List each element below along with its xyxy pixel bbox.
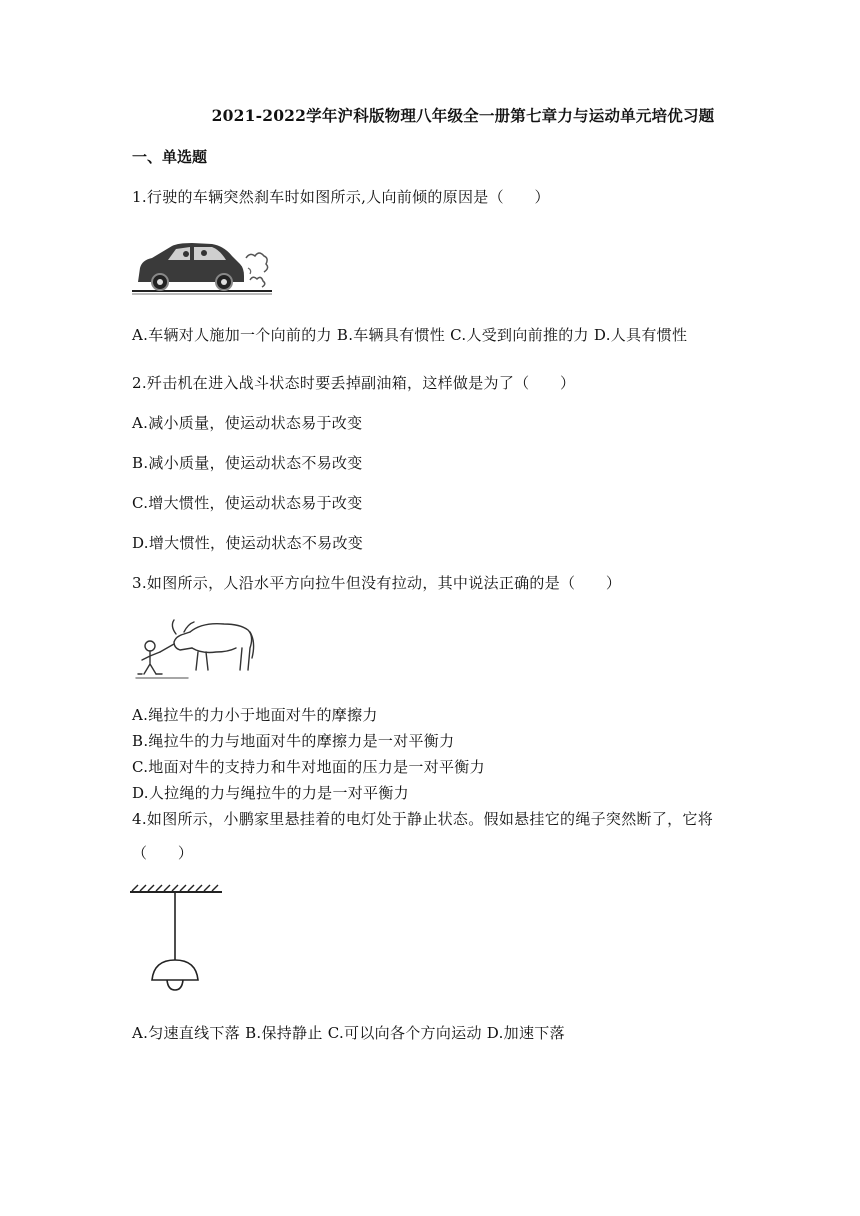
section-heading: 一、单选题: [132, 148, 208, 166]
hanging-lamp-icon: [130, 884, 224, 992]
question-2-option-d: D.增大惯性，使运动状态不易改变: [132, 534, 364, 552]
question-3-option-b: B.绳拉牛的力与地面对牛的摩擦力是一对平衡力: [132, 732, 455, 750]
question-4-options: A.匀速直线下落 B.保持静止 C.可以向各个方向运动 D.加速下落: [132, 1024, 565, 1042]
document-title: 2021-2022学年沪科版物理八年级全一册第七章力与运动单元培优习题: [211, 106, 715, 125]
question-2-option-c: C.增大惯性，使运动状态易于改变: [132, 494, 363, 512]
question-1-stem: 1.行驶的车辆突然刹车时如图所示,人向前倾的原因是（ ）: [132, 188, 550, 206]
car-braking-icon: [132, 238, 272, 296]
question-3-option-d: D.人拉绳的力与绳拉牛的力是一对平衡力: [132, 784, 409, 802]
question-3-stem: 3.如图所示，人沿水平方向拉牛但没有拉动，其中说法正确的是（ ）: [132, 574, 622, 592]
question-3-option-c: C.地面对牛的支持力和牛对地面的压力是一对平衡力: [132, 758, 485, 776]
question-2-option-b: B.减小质量，使运动状态不易改变: [132, 454, 363, 472]
question-1-options: A.车辆对人施加一个向前的力 B.车辆具有惯性 C.人受到向前推的力 D.人具有惯性: [132, 326, 688, 344]
question-3-option-a: A.绳拉牛的力小于地面对牛的摩擦力: [132, 706, 378, 724]
question-2-option-a: A.减小质量，使运动状态易于改变: [132, 414, 363, 432]
question-4-stem-line1: 4.如图所示，小鹏家里悬挂着的电灯处于静止状态。假如悬挂它的绳子突然断了，它将: [132, 810, 714, 828]
person-pulling-ox-icon: [132, 612, 258, 682]
question-2-stem: 2.歼击机在进入战斗状态时要丢掉副油箱，这样做是为了（ ）: [132, 374, 576, 392]
question-4-stem-line2: （ ）: [132, 844, 194, 862]
